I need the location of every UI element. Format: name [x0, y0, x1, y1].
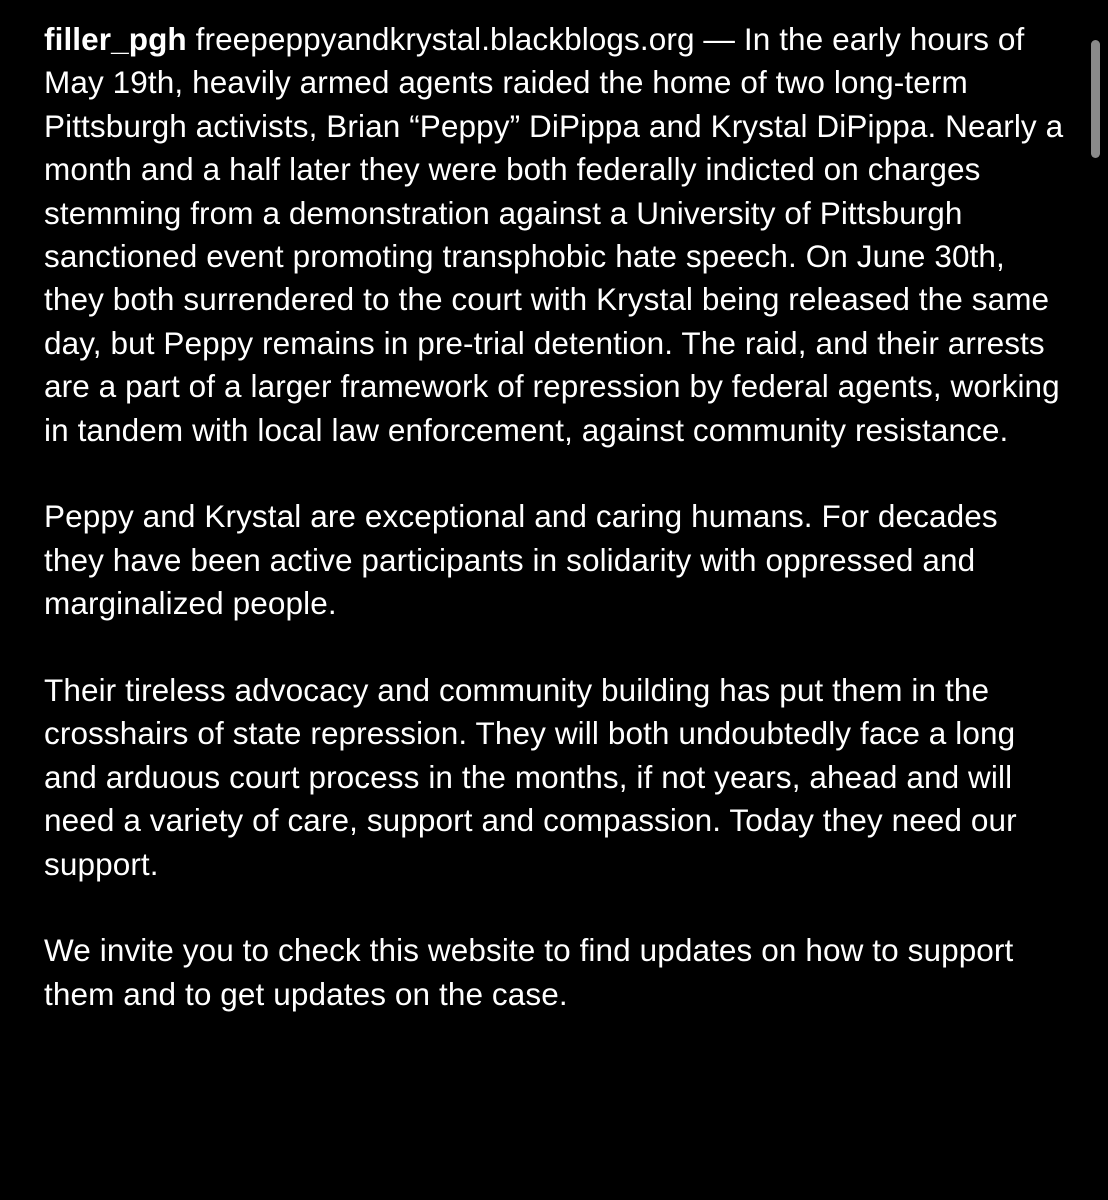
caption-paragraph-4: We invite you to check this website to find updates on how to support them and to get updates on the case. — [44, 932, 1014, 1012]
username-link[interactable]: filler_pgh — [44, 21, 187, 57]
caption-text-1: freepeppyandkrystal.blackblogs.org — In the early hours of May 19th, heavily armed agents raided the home of two long-term Pittsburgh activists, Brian “Peppy” DiPippa and Krystal DiPippa. Nearly a month and a half later they were both federally indicted on charges stemming from a demonstration against a University of Pittsburgh sanctioned event promoting transphobic hate speech. On June 30th, they both surrendered to the court with Krystal being released the same day, but Peppy remains in pre-trial detention. The raid, and their arrests are a part of a larger framework of repression by federal agents, working in tandem with local law enforcement, against community resistance. — [44, 21, 1064, 448]
post-caption — [44, 18, 1064, 1060]
vertical-scrollbar[interactable] — [1091, 40, 1100, 158]
caption-paragraph-3: Their tireless advocacy and community building has put them in the crosshairs of state repression. They will both undoubtedly face a long and arduous court process in the months, if not years, ahead and will need a variety of care, support and compassion. Today they need our support. — [44, 672, 1017, 882]
caption-paragraph-1 — [44, 18, 1064, 452]
caption-paragraph-2: Peppy and Krystal are exceptional and caring humans. For decades they have been active participants in solidarity with oppressed and marginalized people. — [44, 498, 998, 622]
